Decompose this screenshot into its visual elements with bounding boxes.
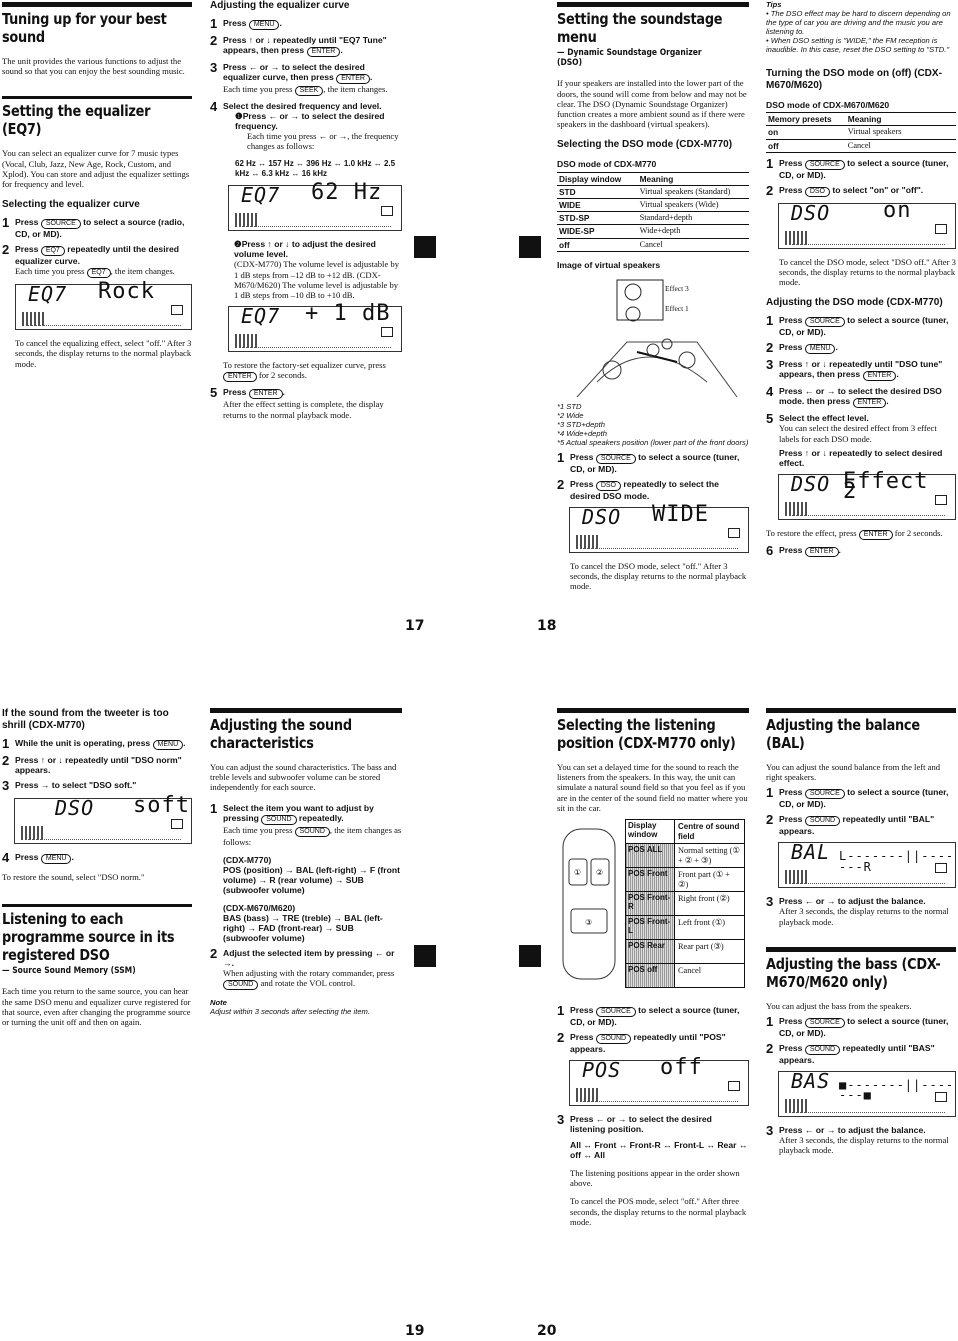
lcd-bar [580,544,738,549]
table-row: POS Rear Rear part (③) [626,940,744,964]
page-number: 17 [405,618,425,634]
lcd-label: BAL [791,840,831,865]
page-edge-mark [414,945,436,967]
volume-note: (CDX-M770) The volume level is adjustable by 1 dB steps from –12 dB to +12 dB. (CDX-M670/M620) The volume level is adjustable by 1 dB steps from –10 dB to +10 dB. [234,259,400,301]
source-key: SOURCE [41,219,81,229]
step-3: 3 Press ← or → to select the desired listening position. All ↔ Front ↔ Front-R ↔ Front-L ↔ Rear ↔ off ↔ All [557,1112,748,1161]
section-text: You can adjust the sound characteristics. The bass and treble levels and subwoofer volume can be stored independently for each source. [210,762,397,793]
sound-key: SOUND [805,816,840,826]
table-row: off Cancel [557,238,749,251]
lcd-display [14,793,192,844]
p18-col-left [557,2,749,592]
p17-col-right [210,0,402,420]
footnotes: *1 STD *2 Wide *3 STD+depth *4 Wide+depth *5 Actual speakers position (lower part of the front doors) [557,402,749,448]
car-seats-illustration [557,819,621,991]
enter-key: ENTER [805,547,839,557]
table-row: POS Front Front part (① + ②) [626,868,744,892]
lcd-indicator-icon [381,327,393,337]
step-3: 3 Press ← or → to adjust the balance. After 3 seconds, the display returns to the normal playback mode. [766,1123,949,1156]
restore-text: To restore the factory-set equalizer curve, press ENTER for 2 seconds. [223,360,386,381]
page-subtitle: — Dynamic Soundstage Organizer (DSO) [557,48,702,69]
step-3: 3 Press ↑ or ↓ repeatedly until "DSO tune" appears, then press ENTER . [766,357,943,380]
step-1: 1 Press SOURCE to select a source (tuner, CD, or MD). [766,785,949,810]
lcd-display [778,842,956,888]
rule [2,904,192,907]
enter-key: ENTER [853,398,887,408]
menu-key: MENU [41,854,72,864]
table-heading: DSO mode of CDX-M770 [557,159,657,170]
page-edge-mark [519,945,541,967]
order-note: The listening positions appear in the order shown above. [570,1168,740,1189]
subheading: Turning the DSO mode on (off) (CDX-M670/M620) [766,68,942,91]
lcd-label: EQ7 [241,183,281,208]
step-2: 2 Press ↑ or ↓ repeatedly until "EQ7 Tune" appears, then press ENTER . [210,33,387,55]
step-2: 2 Press ↑ or ↓ repeatedly until "DSO norm" appears. [2,753,182,775]
lcd-label: DSO [791,200,831,225]
image-heading: Image of virtual speakers [557,259,661,270]
step-4: 4 Select the desired frequency and level. ❶Press ← or → to select the desired frequency. Each time you press ← or →, the frequency changes as follows: 62 Hz ↔ 157 Hz ↔ 396 Hz ↔ 1.0 kHz ↔ 2.5 kHz ↔ 6.3 kHz ↔ 16 kHz [210,99,399,179]
lcd-bar [789,240,945,245]
step-1: 1 Press SOURCE to select a source (tuner, CD, or MD). [557,450,740,475]
section-title: Adjusting the sound characteristics [210,716,352,752]
step-4: 4 Press MENU . [2,850,74,865]
lcd-display [15,279,192,330]
cancel-text: To cancel the DSO mode, select "DSO off." After 3 seconds, the display returns to the normal playback mode. [779,256,956,288]
step-3: 3 Press → to select "DSO soft." [2,778,137,793]
subheading: If the sound from the tweeter is too shrill (CDX-M770) [2,708,169,731]
effect3-label: Effect 3 [665,284,689,294]
intro-text: The unit provides the various functions to adjust the sound so that you can enjoy the best sounding music. [2,56,185,77]
page-number: 18 [537,618,557,634]
p20-col-right [766,708,956,1155]
lcd-indicator-icon [171,305,183,315]
section-text: You can select an equalizer curve for 7 music types (Vocal, Club, Jazz, New Age, Rock, Custom, and Xplod). You can store and adjust the equalizer settings for frequency and level. [2,148,190,190]
lcd-value: L-------||-------R [839,849,955,874]
enter-key: ENTER [863,371,897,381]
seek-key: SEEK [295,86,324,96]
lcd-label: DSO [582,505,622,530]
subheading: Selecting the equalizer curve [2,199,140,211]
menu-key: MENU [153,740,184,750]
lcd-bar [26,321,181,326]
rule [557,2,749,7]
lcd-display [569,1055,749,1106]
step-1: 1 Press SOURCE to select a source (tuner, CD, or MD). [766,155,949,180]
p19-col-right [210,708,402,1016]
enter-key: ENTER [249,389,283,399]
table-row: off Cancel [766,139,956,152]
dso-key: DSO [805,187,830,197]
page-number: 19 [405,1323,425,1339]
step-1: 1 While the unit is operating, press MENU . [2,736,186,751]
source-key: SOURCE [596,454,636,464]
rule [766,947,956,952]
lcd-label: EQ7 [241,304,281,329]
lcd-display [778,1071,956,1117]
source-key: SOURCE [805,789,845,799]
menu-key: MENU [249,20,280,30]
p17-col-left [2,2,192,369]
section-text: You can adjust the sound balance from the left and right speakers. [766,762,941,783]
lcd-value: + 1 dB [305,301,391,327]
lcd-indicator-icon [935,863,947,873]
rule [210,708,402,713]
lcd-display [778,468,956,520]
lcd-bar [239,343,391,348]
step-3: 3 Press ← or → to adjust the balance. After 3 seconds, the display returns to the normal playback mode. [766,894,949,927]
step-2: 2 Adjust the selected item by pressing ← or →. When adjusting with the rotary commander, press SOUND and rotate the VOL control. [210,945,395,989]
lcd-display [778,197,956,249]
source-key: SOURCE [805,160,845,170]
lcd-value: off [660,1055,703,1081]
svg-text:①: ① [574,868,582,878]
table-row: STD Virtual speakers (Standard) [557,185,749,198]
lcd-indicator-icon [935,1092,947,1102]
dso-table-m670: Memory presets Meaning on Virtual speakers off Cancel [766,112,956,153]
car-dashboard-illustration [557,272,749,402]
section-title: Listening to each programme source in its registered DSO [2,910,175,965]
step-1: 1 Press SOURCE to select a source (tuner, CD, or MD). [557,1003,740,1028]
lcd-label: EQ7 [28,282,68,307]
lcd-value: WIDE [652,502,709,528]
lcd-indicator-icon [935,224,947,234]
enter-key: ENTER [307,47,341,57]
note-text: Adjust within 3 seconds after selecting the item. [210,1007,370,1017]
table-row: STD-SP Standard+depth [557,212,749,225]
p19-col-left [2,708,192,1027]
lcd-display [228,301,402,352]
svg-text:③: ③ [585,918,593,928]
step-1: 1 Press MENU . [210,16,282,31]
cancel-text: To cancel the POS mode, select "off." After three seconds, the display returns to the normal playback mode. [570,1196,747,1227]
p20-col-left [557,708,749,1227]
lcd-bar [580,1097,738,1102]
step-4: 4 Press ← or → to select the desired DSO mode. then press ENTER . [766,384,942,407]
lcd-indicator-icon [171,819,183,829]
step-4-ii: ❷Press ↑ or ↓ to adjust the desired volume level. [234,239,376,260]
lcd-value: Effect 2 [843,468,929,505]
source-key: SOURCE [805,317,845,327]
svg-text:②: ② [596,868,604,878]
page-edge-mark [414,236,436,258]
position-table: ① ② ③ Display window Centre of sound field POS ALL Normal setting (① + ② + ③) POS Front Front part (① + ②) POS Front-R Right front (②) POS Front-L Left front (①) POS Rear Rear part (③) POS off Cancel [557,819,749,991]
step-2: 2 Press SOUND repeatedly until "BAS" appears. [766,1041,935,1066]
step-1: 1 Press SOURCE to select a source (radio, CD, or MD). [2,215,185,240]
sound-key: SOUND [805,1045,840,1055]
eq7-key: EQ7 [41,246,65,256]
lcd-display [569,502,749,553]
page-number: 20 [537,1323,557,1339]
dso-table: Display window Meaning STD Virtual speakers (Standard) WIDE Virtual speakers (Wide) STD-SP Standard+depth WIDE-SP Wide+depth off Cancel [557,172,749,252]
table-row: on Virtual speakers [766,126,956,139]
table-row: WIDE Virtual speakers (Wide) [557,199,749,212]
step-5: 5 Select the effect level. You can select the desired effect from 3 effect labels for each DSO mode. Press ↑ or ↓ repeatedly to select desired effect. [766,411,943,468]
menu-key: MENU [805,344,836,354]
section-subtitle: — Source Sound Memory (SSM) [2,966,136,977]
lcd-bar [789,1108,945,1113]
section-title: Selecting the listening position (CDX-M770 only) [557,716,736,752]
step-6: 6 Press ENTER . [766,542,841,558]
page-title: Setting the soundstage menu [557,10,723,46]
section-text: You can adjust the bass from the speakers. [766,1000,912,1011]
rule [2,2,192,7]
lcd-indicator-icon [728,1081,740,1091]
lcd-value: ■-------||-------■ [839,1078,955,1103]
section-text: You can set a delayed time for the sound to reach the listeners from the speakers. In this way, the unit can simulate a natural sound field so that you feel as if you are in the center of the sound field no matter where you sit in the car. [557,762,748,813]
step-2: 2 Press MENU . [766,340,838,356]
table-row: WIDE-SP Wide+depth [557,225,749,238]
step-3: 3 Press ← or → to select the desired equalizer curve, then press ENTER . Each time you press SEEK , the item changes. [210,60,388,94]
step-1: 1 Press SOURCE to select a source (tuner, CD, or MD). [766,313,949,338]
source-key: SOURCE [805,1018,845,1028]
section-title: Setting the equalizer (EQ7) [2,102,151,139]
tips-heading: Tips [766,0,782,9]
section-title: Adjusting the bass (CDX-M670/M620 only) [766,954,941,991]
lcd-bar [789,879,945,884]
lcd-value: Rock [98,279,155,305]
lcd-indicator-icon [935,495,947,505]
page-edge-mark [519,236,541,258]
restore-text: To restore the sound, select "DSO norm." [2,872,145,882]
restore-text: To restore the effect, press ENTER for 2 seconds. [766,527,943,538]
table-row: POS Front-L Left front (①) [626,916,744,940]
step-2: 2 Press DSO to select "on" or "off". [766,182,924,198]
lcd-label: DSO [791,471,831,496]
lcd-indicator-icon [381,206,393,216]
tip: • When DSO setting is "WIDE," the FM reception is inaudible. In this case, reset the DSO setting to "STD." [766,36,950,54]
note-heading: Note [210,998,227,1008]
p18-col-right [766,0,956,557]
lcd-indicator-icon [728,528,740,538]
lcd-label: BAS [791,1069,831,1094]
intro-text: If your speakers are installed into the lower part of the doors, the sound will come from below and may not be clear. The DSO (Dynamic Soundstage Organizer) function creates a more ambient sound as if there were speakers in the dashboard (virtual speakers). [557,78,747,130]
cancel-text: To cancel the equalizing effect, select "off." After 3 seconds, the display returns to the normal playback mode. [15,338,192,369]
step-2: 2 Press EQ7 repeatedly until the desired equalizer curve. Each time you press EQ7 , the item changes. [2,242,179,277]
step-2: 2 Press SOUND repeatedly until "POS" appears. [557,1030,726,1055]
dso-key: DSO [596,481,621,491]
step-2: 2 Press SOUND repeatedly until "BAL" appears. [766,812,935,837]
lcd-display [228,180,402,231]
enter-key: ENTER [336,74,370,84]
step-2: 2 Press DSO repeatedly to select the desired DSO mode. [557,477,719,502]
table-heading: DSO mode of CDX-M670/M620 [766,100,890,110]
lcd-bar [25,835,181,840]
virtual-speakers-illustration [557,272,749,402]
page-title: Tuning up for your best sound [2,10,167,46]
lcd-value: on [883,197,912,223]
lcd-value: soft [133,793,190,818]
lcd-label: DSO [55,796,95,820]
sound-key: SOUND [261,815,296,825]
tip: • The DSO effect may be hard to discern depending on the type of car you are driving and the music you are listening to. [766,9,951,36]
section-text: Each time you return to the same source, you can hear the same DSO menu and equalizer curve registered for that source, even after changing the programme source or turning the unit off and then on again. [2,986,191,1028]
lcd-bar [789,511,945,516]
sound-key: SOUND [223,980,258,990]
step-1: 1 Select the item you want to adjust by pressing SOUND repeatedly. Each time you press SOUND , the item changes as follows: (CDX-M770) POS (position) → BAL (left-right) → F (front volume) → R (rear volume) → SUB (subwoofer volume) (CDX-M670/M620) BAS (bass) → TRE (treble) → BAL (left-right) → FAD (front-rear) → SUB (subwoofer volume) [210,800,402,943]
sound-key: SOUND [596,1034,631,1044]
lcd-value: 62 Hz [311,180,383,206]
subheading: Adjusting the equalizer curve [210,0,350,11]
rule [2,96,192,99]
table-row: POS ALL Normal setting (① + ② + ③) [626,844,744,868]
table-row: POS off Cancel [626,964,744,987]
step-1: 1 Press SOURCE to select a source (tuner, CD, or MD). [766,1014,949,1039]
section-title: Adjusting the balance (BAL) [766,716,920,752]
step-5: 5 Press ENTER . After the effect setting is complete, the display returns to the normal playback mode. [210,385,384,420]
lcd-bar [239,222,391,227]
subheading: Selecting the DSO mode (CDX-M770) [557,139,733,151]
effect1-label: Effect 1 [665,304,689,314]
rule [557,708,749,713]
rule [766,708,956,713]
subheading: Adjusting the DSO mode (CDX-M770) [766,297,943,309]
lcd-label: POS [582,1058,622,1083]
table-row: POS Front-R Right front (②) [626,892,744,916]
source-key: SOURCE [596,1007,636,1017]
cancel-text: To cancel the DSO mode, select "off." After 3 seconds, the display returns to the normal playback mode. [570,561,747,592]
